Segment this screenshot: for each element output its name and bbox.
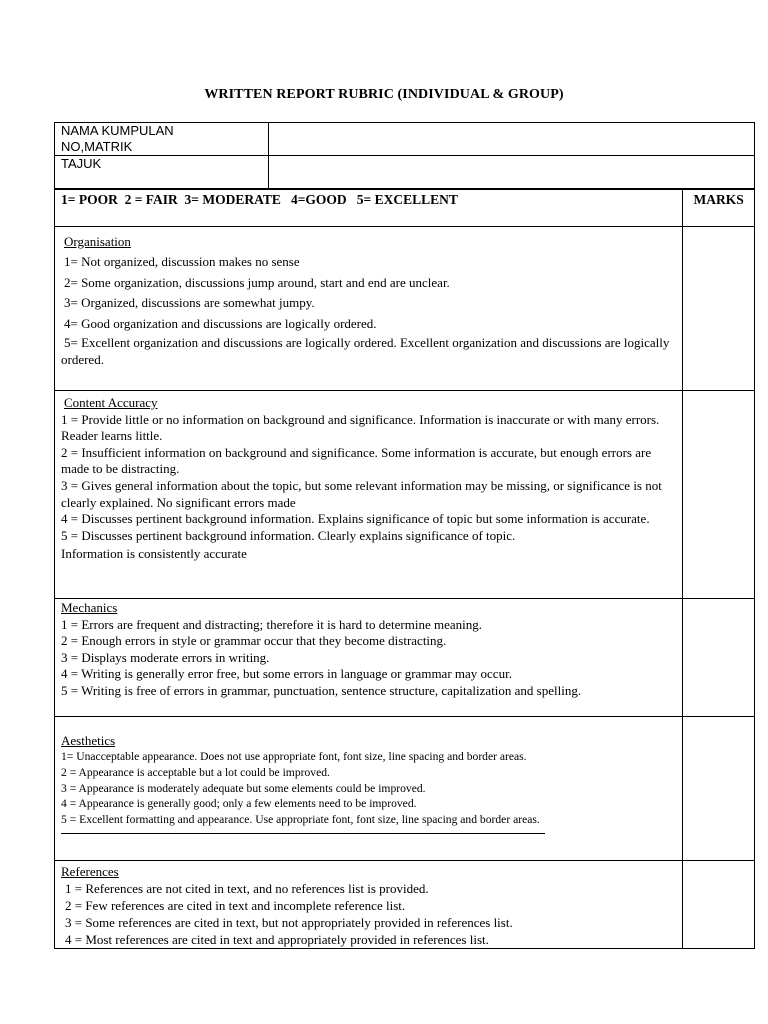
criteria-item: 3 = Some references are cited in text, but not appropriately provided in references list.	[65, 915, 513, 930]
group-matric-label-cell	[55, 123, 269, 156]
group-matric-value-cell[interactable]	[269, 123, 755, 156]
scale-header-cell	[55, 190, 683, 227]
rubric-table	[54, 189, 755, 949]
criteria-item: 2 = Few references are cited in text and incomplete reference list.	[65, 898, 406, 913]
criteria-item: 4 = Appearance is generally good; only a few elements need to be improved.	[61, 797, 417, 811]
rubric-row-organisation	[55, 227, 755, 391]
criteria-item: 3 = Displays moderate errors in writing.	[61, 649, 270, 665]
section-title-references: References	[61, 864, 119, 879]
marks-cell-references[interactable]	[683, 861, 755, 949]
title-label-cell	[55, 156, 269, 189]
criteria-item: 2 = Appearance is acceptable but a lot could be improved.	[61, 765, 330, 779]
criteria-item: 4 = Writing is generally error free, but some errors in language or grammar may occur.	[61, 666, 512, 682]
content-accuracy-criteria	[55, 391, 683, 599]
rubric-row-mechanics	[55, 599, 755, 717]
criteria-item: 1= Unacceptable appearance. Does not use appropriate font, font size, line spacing and border areas.	[61, 750, 527, 763]
criteria-item: 4= Good organization and discussions are logically ordered.	[64, 315, 377, 331]
criteria-item: 1 = Provide little or no information on background and significance. Information is inaccurate or with many errors. Reader learns little.	[61, 411, 660, 444]
criteria-item: 4 = Discusses pertinent background information. Explains significance of topic but some information is accurate.	[61, 511, 650, 527]
criteria-item: 2 = Enough errors in style or grammar occur that they become distracting.	[61, 633, 447, 649]
matric-number-label: NO,MATRIK	[61, 139, 133, 154]
marks-header: MARKS	[683, 190, 755, 227]
criteria-item: 3 = Appearance is moderately adequate but some elements could be improved.	[61, 781, 426, 795]
student-info-table	[54, 122, 755, 189]
mechanics-criteria	[55, 599, 683, 717]
group-name-label: NAMA KUMPULAN	[61, 123, 174, 138]
criteria-item: 3= Organized, discussions are somewhat jumpy.	[64, 295, 315, 311]
criteria-item: 1 = References are not cited in text, and no references list is provided.	[65, 881, 429, 896]
rubric-row-content-accuracy	[55, 391, 755, 599]
aesthetics-criteria	[55, 717, 683, 861]
organisation-criteria	[55, 227, 683, 391]
criteria-item: 2= Some organization, discussions jump around, start and end are unclear.	[64, 274, 450, 290]
document-title: WRITTEN REPORT RUBRIC (INDIVIDUAL & GROUP)	[204, 87, 564, 102]
section-title-mechanics: Mechanics	[61, 600, 118, 615]
rubric-row-aesthetics	[55, 717, 755, 861]
title-label: TAJUK	[61, 156, 102, 171]
criteria-item: 1= Not organized, discussion makes no sense	[64, 254, 300, 270]
criteria-item: 5 = Excellent formatting and appearance. Use appropriate font, font size, line spacing and border areas.	[61, 813, 540, 827]
criteria-item: 4 = Most references are cited in text and appropriately provided in references list.	[65, 932, 489, 947]
section-divider-line	[61, 833, 545, 834]
scale-header: 1= POOR 2 = FAIR 3= MODERATE 4=GOOD 5= EXCELLENT	[61, 192, 458, 207]
criteria-item: 5 = Writing is free of errors in grammar, punctuation, sentence structure, capitalization and spelling.	[61, 682, 582, 698]
criteria-item: 5 = Discusses pertinent background information. Clearly explains significance of topic.	[61, 527, 516, 543]
criteria-item: 3 = Gives general information about the topic, but some relevant information may be missing, or significance is not clearly explained. No significant errors made	[61, 477, 662, 510]
criteria-item: 1 = Errors are frequent and distracting; therefore it is hard to determine meaning.	[61, 616, 483, 632]
marks-cell-organisation[interactable]	[683, 227, 755, 391]
rubric-header-row	[55, 190, 755, 227]
rubric-row-references	[55, 861, 755, 949]
section-title-organisation: Organisation	[64, 234, 131, 249]
section-title-content-accuracy: Content Accuracy	[64, 395, 158, 410]
criteria-item: Information is consistently accurate	[61, 546, 247, 562]
title-value-cell[interactable]	[269, 156, 755, 189]
criteria-item: 2 = Insufficient information on background and significance. Some information is accurate, but enough errors are made to be distracting.	[61, 444, 652, 477]
references-criteria	[55, 861, 683, 949]
marks-cell-mechanics[interactable]	[683, 599, 755, 717]
section-title-aesthetics: Aesthetics	[61, 733, 116, 748]
marks-cell-content-accuracy[interactable]	[683, 391, 755, 599]
marks-cell-aesthetics[interactable]	[683, 717, 755, 861]
criteria-item: 5= Excellent organization and discussions are logically ordered. Excellent organization and discussions are logically ordered.	[61, 335, 670, 368]
